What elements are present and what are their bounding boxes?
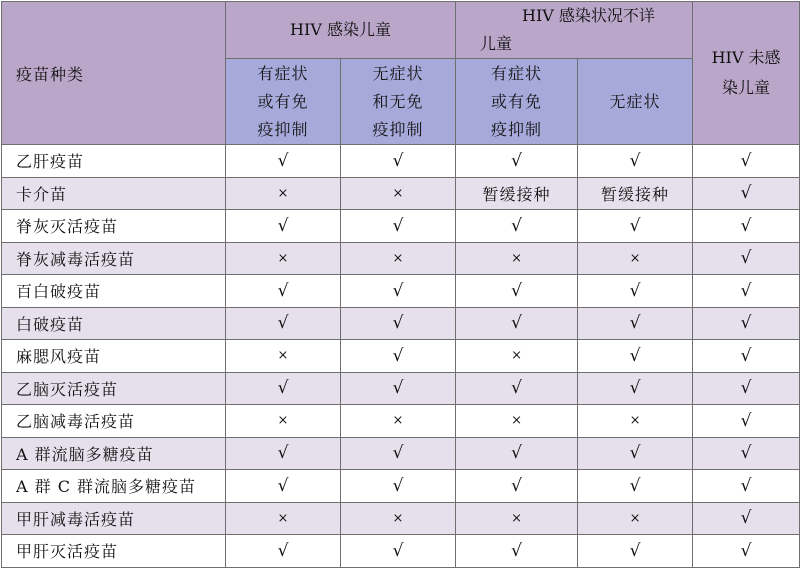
table-row	[2, 405, 800, 438]
table-cell: √	[226, 372, 341, 405]
table-cell: √	[578, 275, 693, 308]
header-hiv-infected: HIV 感染儿童	[226, 2, 456, 59]
table-row	[2, 535, 800, 568]
table-cell: √	[578, 535, 693, 568]
table-cell: √	[456, 372, 578, 405]
table-cell: √	[226, 210, 341, 243]
header-hiv-uninfected: HIV 未感 染儿童	[693, 2, 800, 145]
header-hiv-unknown-line2: 儿童	[480, 34, 513, 53]
table-body	[2, 145, 800, 568]
table-cell: ×	[226, 502, 341, 535]
table-cell: √	[693, 405, 800, 438]
table-row	[2, 437, 800, 470]
table-cell: √	[693, 145, 800, 178]
table-cell: √	[693, 307, 800, 340]
table-cell: ×	[456, 405, 578, 438]
table-row	[2, 502, 800, 535]
vaccine-table	[1, 1, 800, 568]
table-cell: √	[693, 177, 800, 210]
table-cell: ×	[341, 502, 456, 535]
table-cell: ×	[578, 502, 693, 535]
table-row	[2, 340, 800, 373]
table-cell: √	[693, 470, 800, 503]
vaccine-name: 甲肝减毒活疫苗	[2, 502, 226, 535]
vaccine-name: 乙脑减毒活疫苗	[2, 405, 226, 438]
table-row	[2, 275, 800, 308]
table-cell: √	[693, 372, 800, 405]
table-cell: √	[693, 242, 800, 275]
table-cell: √	[693, 437, 800, 470]
table-cell: √	[341, 210, 456, 243]
table-row	[2, 470, 800, 503]
table-cell: √	[456, 275, 578, 308]
vaccine-name: 乙脑灭活疫苗	[2, 372, 226, 405]
table-cell: √	[226, 275, 341, 308]
table-cell: √	[341, 307, 456, 340]
vaccine-name: A 群 C 群流脑多糖疫苗	[2, 470, 226, 503]
table-cell: √	[578, 372, 693, 405]
table-cell: ×	[578, 242, 693, 275]
vaccine-name: 甲肝灭活疫苗	[2, 535, 226, 568]
table-cell: √	[693, 502, 800, 535]
vaccine-name: 脊灰灭活疫苗	[2, 210, 226, 243]
table-cell: 暂缓接种	[456, 177, 578, 210]
header-hiv-unknown	[456, 2, 693, 59]
vaccine-name: A 群流脑多糖疫苗	[2, 437, 226, 470]
table-cell: √	[341, 275, 456, 308]
table-row	[2, 145, 800, 178]
table-cell: ×	[578, 405, 693, 438]
table-cell: √	[578, 210, 693, 243]
table-cell: √	[341, 437, 456, 470]
table-cell: √	[341, 340, 456, 373]
vaccine-name: 乙肝疫苗	[2, 145, 226, 178]
table-cell: ×	[226, 242, 341, 275]
table-cell: √	[341, 535, 456, 568]
table-cell: ×	[456, 242, 578, 275]
table-row	[2, 177, 800, 210]
table-cell: √	[693, 210, 800, 243]
table-row	[2, 372, 800, 405]
table-cell: √	[456, 437, 578, 470]
table-cell: √	[578, 307, 693, 340]
table-cell: √	[456, 535, 578, 568]
table-cell: √	[693, 340, 800, 373]
table-cell: ×	[226, 405, 341, 438]
vaccine-name: 卡介苗	[2, 177, 226, 210]
vaccine-name: 百白破疫苗	[2, 275, 226, 308]
table-cell: √	[226, 470, 341, 503]
table-cell: √	[226, 145, 341, 178]
table-cell: √	[341, 372, 456, 405]
table-cell: ×	[226, 177, 341, 210]
table-cell: √	[456, 307, 578, 340]
header-unknown-symptomatic: 有症状 或有免 疫抑制	[456, 59, 578, 145]
header-vaccine-type: 疫苗种类	[2, 2, 226, 145]
table-cell: ×	[226, 340, 341, 373]
table-cell: √	[693, 535, 800, 568]
table-cell: √	[578, 145, 693, 178]
table-cell: ×	[456, 340, 578, 373]
table-cell: √	[578, 340, 693, 373]
vaccine-name: 麻腮风疫苗	[2, 340, 226, 373]
table-cell: √	[456, 210, 578, 243]
table-cell: √	[226, 307, 341, 340]
table-cell: √	[456, 470, 578, 503]
table-cell: √	[578, 437, 693, 470]
table-cell: ×	[456, 502, 578, 535]
vaccine-name: 脊灰减毒活疫苗	[2, 242, 226, 275]
table-cell: √	[226, 437, 341, 470]
table-row	[2, 210, 800, 243]
table-cell: √	[578, 470, 693, 503]
table-cell: √	[456, 145, 578, 178]
table-cell: ×	[341, 177, 456, 210]
table-row	[2, 307, 800, 340]
vaccine-name: 白破疫苗	[2, 307, 226, 340]
header-infected-asymptomatic: 无症状 和无免 疫抑制	[341, 59, 456, 145]
header-hiv-unknown-line1: HIV 感染状况不详	[522, 6, 655, 25]
table-cell: ×	[341, 242, 456, 275]
header-unknown-asymptomatic: 无症状	[578, 59, 693, 145]
table-cell: √	[693, 275, 800, 308]
table-cell: ×	[341, 405, 456, 438]
header-infected-symptomatic: 有症状 或有免 疫抑制	[226, 59, 341, 145]
table-cell: √	[341, 470, 456, 503]
table-row	[2, 242, 800, 275]
table-cell: 暂缓接种	[578, 177, 693, 210]
table-cell: √	[226, 535, 341, 568]
table-cell: √	[341, 145, 456, 178]
